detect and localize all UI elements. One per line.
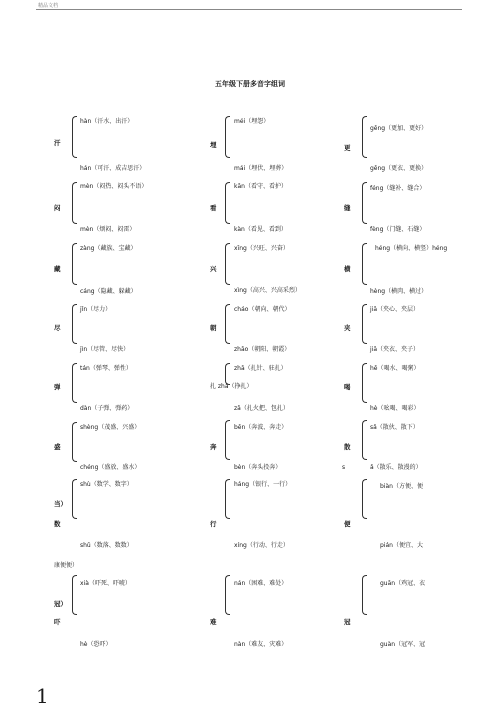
character: 当） <box>54 500 67 508</box>
pinyin-entry: zhā（扎针、驻扎） <box>234 365 287 372</box>
pinyin-entry: nàn（难友、灾难） <box>234 641 288 648</box>
pinyin-entry: kàn（看见、看到） <box>234 226 287 233</box>
brace <box>225 116 230 158</box>
brace <box>362 116 367 158</box>
pinyin-entry: xīng（兴旺、兴奋） <box>234 245 289 252</box>
pinyin-entry: jǐn（尽力） <box>80 306 112 313</box>
pinyin-entry: méi（埋怨） <box>234 118 270 125</box>
brace <box>225 363 230 385</box>
pinyin-entry: 康便便） <box>54 562 79 569</box>
brace <box>362 304 367 344</box>
brace <box>72 575 77 615</box>
pinyin-entry: guàn（冠军、冠 <box>380 641 426 648</box>
brace <box>72 243 77 285</box>
character: 藏 <box>54 265 61 273</box>
character: 更 <box>344 144 351 152</box>
pinyin-entry: fèng（门缝、石缝） <box>370 226 426 233</box>
header-rule <box>36 9 462 10</box>
brace <box>362 243 367 285</box>
pinyin-entry: hàn（汗水、出汗） <box>80 118 134 125</box>
pinyin-entry: xìng（高兴、兴高采烈） <box>234 287 301 294</box>
pinyin-entry: hè（吆喝、喝彩） <box>370 405 420 412</box>
pinyin-entry: hán（可汗、成吉思汗） <box>80 165 146 172</box>
pinyin-entry: mái（埋伏、埋葬） <box>234 165 288 172</box>
header-label: 精品文档 <box>38 3 59 9</box>
brace <box>72 422 77 462</box>
character: 便 <box>344 520 351 528</box>
pinyin-entry: hèng（横肉、横过） <box>370 288 428 295</box>
brace <box>225 420 230 460</box>
character: 冠 <box>344 618 351 626</box>
character: 奔 <box>210 443 217 451</box>
character: 盛 <box>54 443 61 451</box>
pinyin-entry: háng（银行、一行） <box>234 481 292 488</box>
brace <box>225 182 230 224</box>
character: 吓 <box>54 618 61 626</box>
pinyin-entry: mèn（闷热、闷头不语） <box>80 183 148 190</box>
pinyin-entry: pián（便宜、大 <box>380 542 423 549</box>
character: 弹 <box>54 383 61 391</box>
stray-mark: s <box>342 464 346 471</box>
pinyin-entry: héng（横向、横竖）héng <box>375 245 448 252</box>
page-number: 1 <box>36 684 49 708</box>
brace <box>72 363 77 403</box>
pinyin-entry: xíng（行动、行走） <box>234 542 289 549</box>
pinyin-entry: tán（弹琴、弹性） <box>80 365 132 372</box>
brace <box>72 182 77 224</box>
character: 闷 <box>54 204 61 212</box>
pinyin-entry: hè（恐吓） <box>80 641 112 648</box>
brace <box>72 116 77 158</box>
pinyin-entry: guān（鸡冠、衣 <box>380 580 426 587</box>
pinyin-entry: biàn（方便、便 <box>380 483 423 490</box>
page-title: 五年级下册多音字组词 <box>215 80 285 88</box>
character: 缝 <box>344 204 351 212</box>
pinyin-entry: zā（扎火把、包扎） <box>234 405 289 412</box>
brace <box>225 243 230 285</box>
pinyin-entry: shù（数学、数字） <box>80 481 133 488</box>
character: 散 <box>344 443 351 451</box>
pinyin-entry: gēng（更加、更好） <box>370 125 428 132</box>
brace <box>72 304 77 344</box>
pinyin-entry: gēng（更衣、更换） <box>370 165 428 172</box>
pinyin-entry: jiā（夹衣、夹子） <box>370 346 420 353</box>
pinyin-entry: xià（吓死、吓唬） <box>80 580 131 587</box>
brace <box>225 575 230 615</box>
character: 尽 <box>54 324 61 332</box>
pinyin-entry: zhāo（朝阳、朝霞） <box>234 346 291 353</box>
pinyin-entry: cháo（朝向、朝代） <box>234 306 291 313</box>
brace <box>362 575 367 615</box>
pinyin-entry: dàn（子弹、弹药） <box>80 405 134 412</box>
pinyin-entry: mèn（烦闷、闷雷） <box>80 226 136 233</box>
pinyin-entry: bèn（奔头投奔） <box>234 464 282 471</box>
character: 行 <box>210 520 217 528</box>
pinyin-entry: chéng（盛放、盛水） <box>80 464 141 471</box>
pinyin-entry: shèng（茂盛、兴盛） <box>80 424 141 431</box>
character: 横 <box>344 265 351 273</box>
pinyin-entry: cáng（隐藏、躲藏） <box>80 288 137 295</box>
brace <box>72 479 77 519</box>
pinyin-entry: bēn（奔波、奔走） <box>234 424 288 431</box>
pinyin-entry: féng（缝补、缝合） <box>370 185 426 192</box>
brace <box>362 363 367 403</box>
pinyin-entry: 扎 zhá（挣扎） <box>210 383 253 390</box>
pinyin-entry: ǎ（散乐、散漫的） <box>370 464 422 471</box>
pinyin-entry: hē（喝水、喝粥） <box>370 365 420 372</box>
character: 看 <box>210 204 217 212</box>
character: 埋 <box>210 141 217 149</box>
pinyin-entry: kān（看守、看护） <box>234 183 287 190</box>
brace <box>362 479 367 519</box>
brace <box>362 182 367 224</box>
character: 汗 <box>54 139 61 147</box>
pinyin-entry: shǔ（数落、数数） <box>80 542 133 549</box>
pinyin-entry: jiā（夹心、夹层） <box>370 306 420 313</box>
pinyin-entry: zàng（藏族、宝藏） <box>80 245 137 252</box>
pinyin-entry: nán（困难、难处） <box>234 580 288 587</box>
brace <box>225 304 230 344</box>
character: 数 <box>54 520 61 528</box>
character: 朝 <box>210 324 217 332</box>
pinyin-entry: sǎ（散伙、散下） <box>370 424 419 431</box>
brace <box>225 479 230 519</box>
brace <box>362 420 367 460</box>
character: 夹 <box>344 324 351 332</box>
character: 兴 <box>210 265 217 273</box>
character: 喝 <box>344 383 351 391</box>
pinyin-entry: jìn（尽管、尽快） <box>80 346 130 353</box>
character: 难 <box>210 618 217 626</box>
character: 冠） <box>54 600 67 608</box>
